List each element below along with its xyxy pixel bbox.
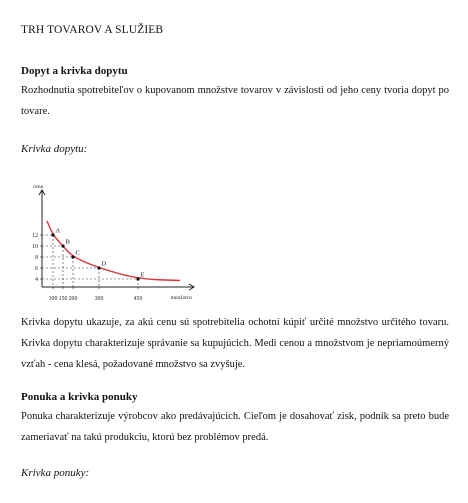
demand-curve-line bbox=[47, 221, 180, 281]
subheading-demand-curve: Krivka dopytu: bbox=[21, 143, 88, 155]
point-c bbox=[71, 255, 74, 258]
chart-layer bbox=[32, 184, 194, 302]
y-tick-label-12: 12 bbox=[32, 233, 38, 239]
x-tick-label-100: 100 bbox=[48, 296, 58, 302]
point-label-b: B bbox=[65, 238, 70, 246]
point-label-a: A bbox=[55, 227, 61, 235]
subheading-supply-curve: Krivka ponuky: bbox=[21, 467, 90, 479]
paragraph-demand-intro: Rozhodnutia spotrebiteľov o kupovanom množstve tovarov v závislosti od jeho ceny tvoria dopyt po tovare. bbox=[21, 85, 449, 117]
section-heading-demand: Dopyt a krivka dopytu bbox=[21, 65, 128, 77]
demand-curve-chart bbox=[14, 176, 204, 308]
paragraph-demand-curve: Krivka dopytu ukazuje, za akú cenu sú spotrebitelia ochotní kúpiť určité množstvo určitého tovaru. Krivka dopytu charakterizuje správanie sa kupujúcich. Medi cenou a množstvom je nepriamoúmerný vzťah - cena klesá, požadované množstvo sa zvyšuje. bbox=[21, 317, 449, 370]
document-title: TRH TOVAROV A SLUŽIEB bbox=[21, 24, 164, 36]
point-d bbox=[97, 266, 100, 269]
point-label-c: C bbox=[75, 249, 80, 257]
x-tick-label-300: 300 bbox=[94, 296, 104, 302]
x-tick-label-150: 150 bbox=[58, 296, 68, 302]
point-a bbox=[51, 233, 54, 236]
point-label-e: E bbox=[140, 271, 145, 279]
paragraph-supply-intro: Ponuka charakterizuje výrobcov ako predávajúcich. Cieľom je dosahovať zisk, podnik sa preto bude zameriavať na takú produkciu, ktorú bez problémov predá. bbox=[21, 411, 449, 443]
y-tick-label-6: 6 bbox=[35, 266, 38, 272]
y-tick-label-10: 10 bbox=[32, 244, 38, 250]
section-heading-supply: Ponuka a krivka ponuky bbox=[21, 391, 138, 403]
point-e bbox=[136, 277, 139, 280]
x-tick-label-450: 450 bbox=[133, 296, 143, 302]
x-tick-label-200: 200 bbox=[68, 296, 78, 302]
point-b bbox=[61, 244, 64, 247]
y-tick-label-8: 8 bbox=[35, 255, 38, 261]
y-tick-label-4: 4 bbox=[35, 277, 38, 283]
point-label-d: D bbox=[101, 260, 107, 268]
y-axis-label: cena bbox=[32, 184, 44, 190]
x-axis-label: množstvo bbox=[170, 295, 192, 301]
